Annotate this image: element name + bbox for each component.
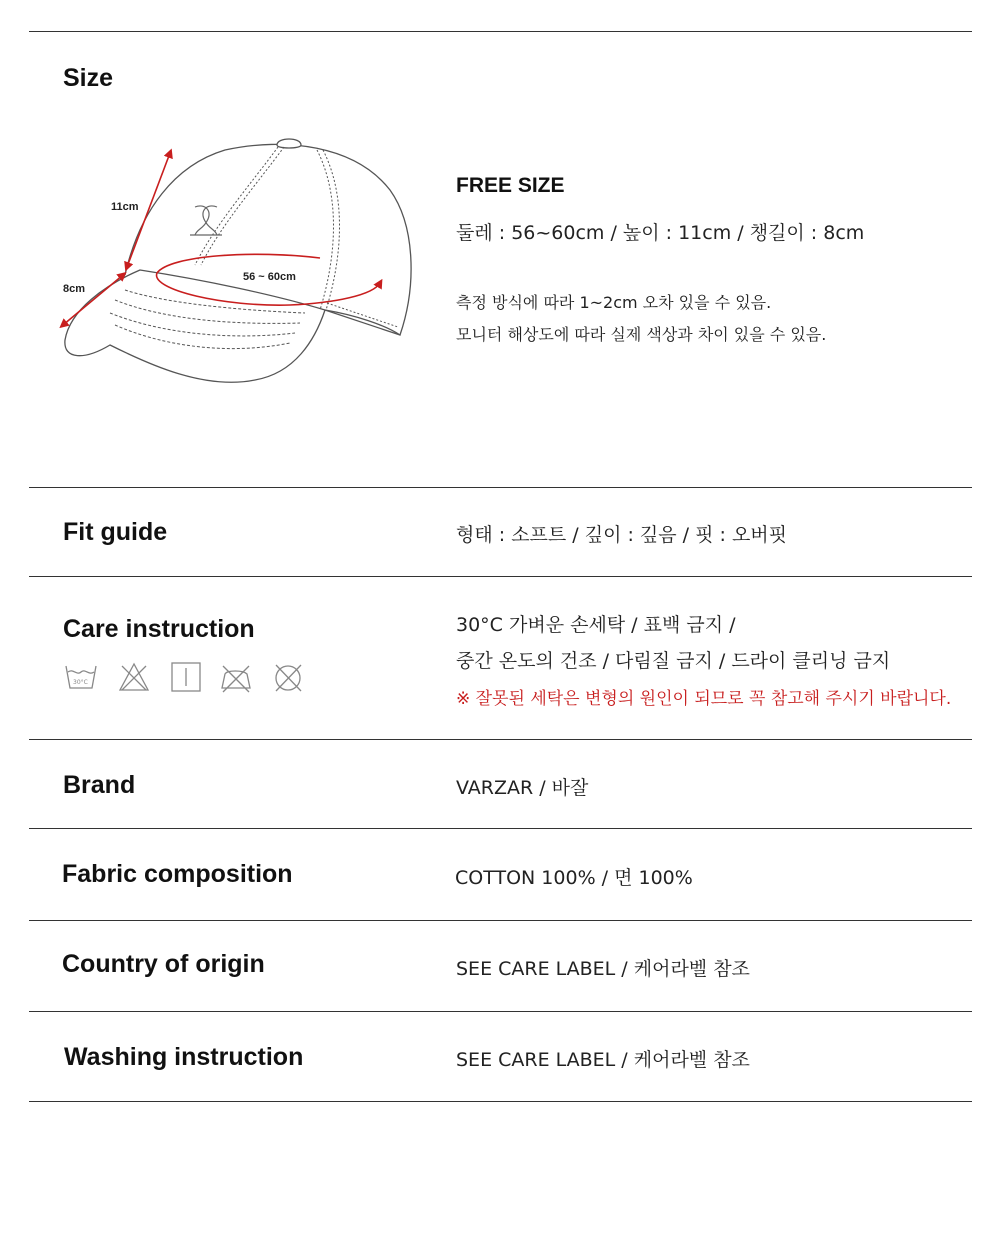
divider-brand-fabric: [29, 828, 972, 829]
cap-diagram: [55, 125, 425, 390]
no-bleach-icon: [120, 664, 148, 690]
origin-value: SEE CARE LABEL / 케어라벨 참조: [456, 958, 750, 980]
washing-heading: Washing instruction: [64, 1043, 304, 1071]
cap-back-edge-stitch: [327, 303, 398, 327]
size-dimensions: 둘레 : 56~60cm / 높이 : 11cm / 챙길이 : 8cm: [456, 222, 865, 244]
cap-panel-seam-front: [195, 147, 278, 265]
care-icons: [64, 660, 309, 696]
care-heading: Care instruction: [63, 615, 255, 643]
cap-panel-seam-side-2: [323, 150, 340, 310]
origin-heading: Country of origin: [62, 950, 265, 978]
size-note-tolerance: 측정 방식에 따라 1~2cm 오차 있을 수 있음.: [456, 293, 772, 312]
care-warning: ※ 잘못된 세탁은 변형의 원인이 되므로 꼭 참고해 주시기 바랍니다.: [456, 689, 952, 709]
divider-bottom: [29, 1101, 972, 1102]
circumference-label: 56 ~ 60cm: [243, 271, 296, 283]
divider-fit-care: [29, 576, 972, 577]
cap-brim-stitch-2: [115, 300, 300, 323]
divider-fabric-origin: [29, 920, 972, 921]
hand-wash-30-icon: [66, 666, 96, 688]
cap-brim-stitch-4: [115, 325, 290, 349]
fit-guide-heading: Fit guide: [63, 518, 168, 546]
tumble-dry-medium-icon: [172, 663, 200, 691]
cap-back-edge: [325, 310, 400, 335]
size-note-color: 모니터 해상도에 따라 실제 색상과 차이 있을 수 있음.: [456, 325, 827, 344]
cap-logo-icon: [190, 206, 222, 235]
cap-panel-seam-side: [317, 150, 334, 310]
brand-heading: Brand: [63, 771, 136, 799]
brand-value: VARZAR / 바잘: [456, 777, 589, 799]
fabric-heading: Fabric composition: [62, 860, 293, 888]
cap-crown-outline: [125, 144, 411, 335]
cap-brim-stitch-3: [110, 313, 295, 336]
fabric-value: COTTON 100% / 면 100%: [455, 867, 693, 889]
size-heading: Size: [63, 64, 114, 92]
no-dry-clean-icon: [276, 665, 301, 691]
cap-brim-outline: [65, 270, 325, 382]
divider-top: [29, 31, 972, 32]
free-size-label: FREE SIZE: [456, 174, 565, 197]
divider-care-brand: [29, 739, 972, 740]
wash-temp-label: 30°C: [73, 679, 88, 686]
washing-value: SEE CARE LABEL / 케어라벨 참조: [456, 1049, 750, 1071]
cap-brim-stitch-1: [125, 290, 305, 313]
height-label: 11cm: [111, 201, 139, 213]
brim-label: 8cm: [63, 283, 86, 295]
no-iron-icon: [222, 666, 250, 692]
fit-guide-value: 형태 : 소프트 / 깊이 : 깊음 / 핏 : 오버핏: [456, 524, 788, 546]
care-line-2: 중간 온도의 건조 / 다림질 금지 / 드라이 클리닝 금지: [456, 650, 891, 672]
cap-top-button: [277, 139, 301, 148]
care-line-1: 30°C 가벼운 손세탁 / 표백 금지 /: [456, 614, 736, 636]
divider-size-fit: [29, 487, 972, 488]
divider-origin-washing: [29, 1011, 972, 1012]
